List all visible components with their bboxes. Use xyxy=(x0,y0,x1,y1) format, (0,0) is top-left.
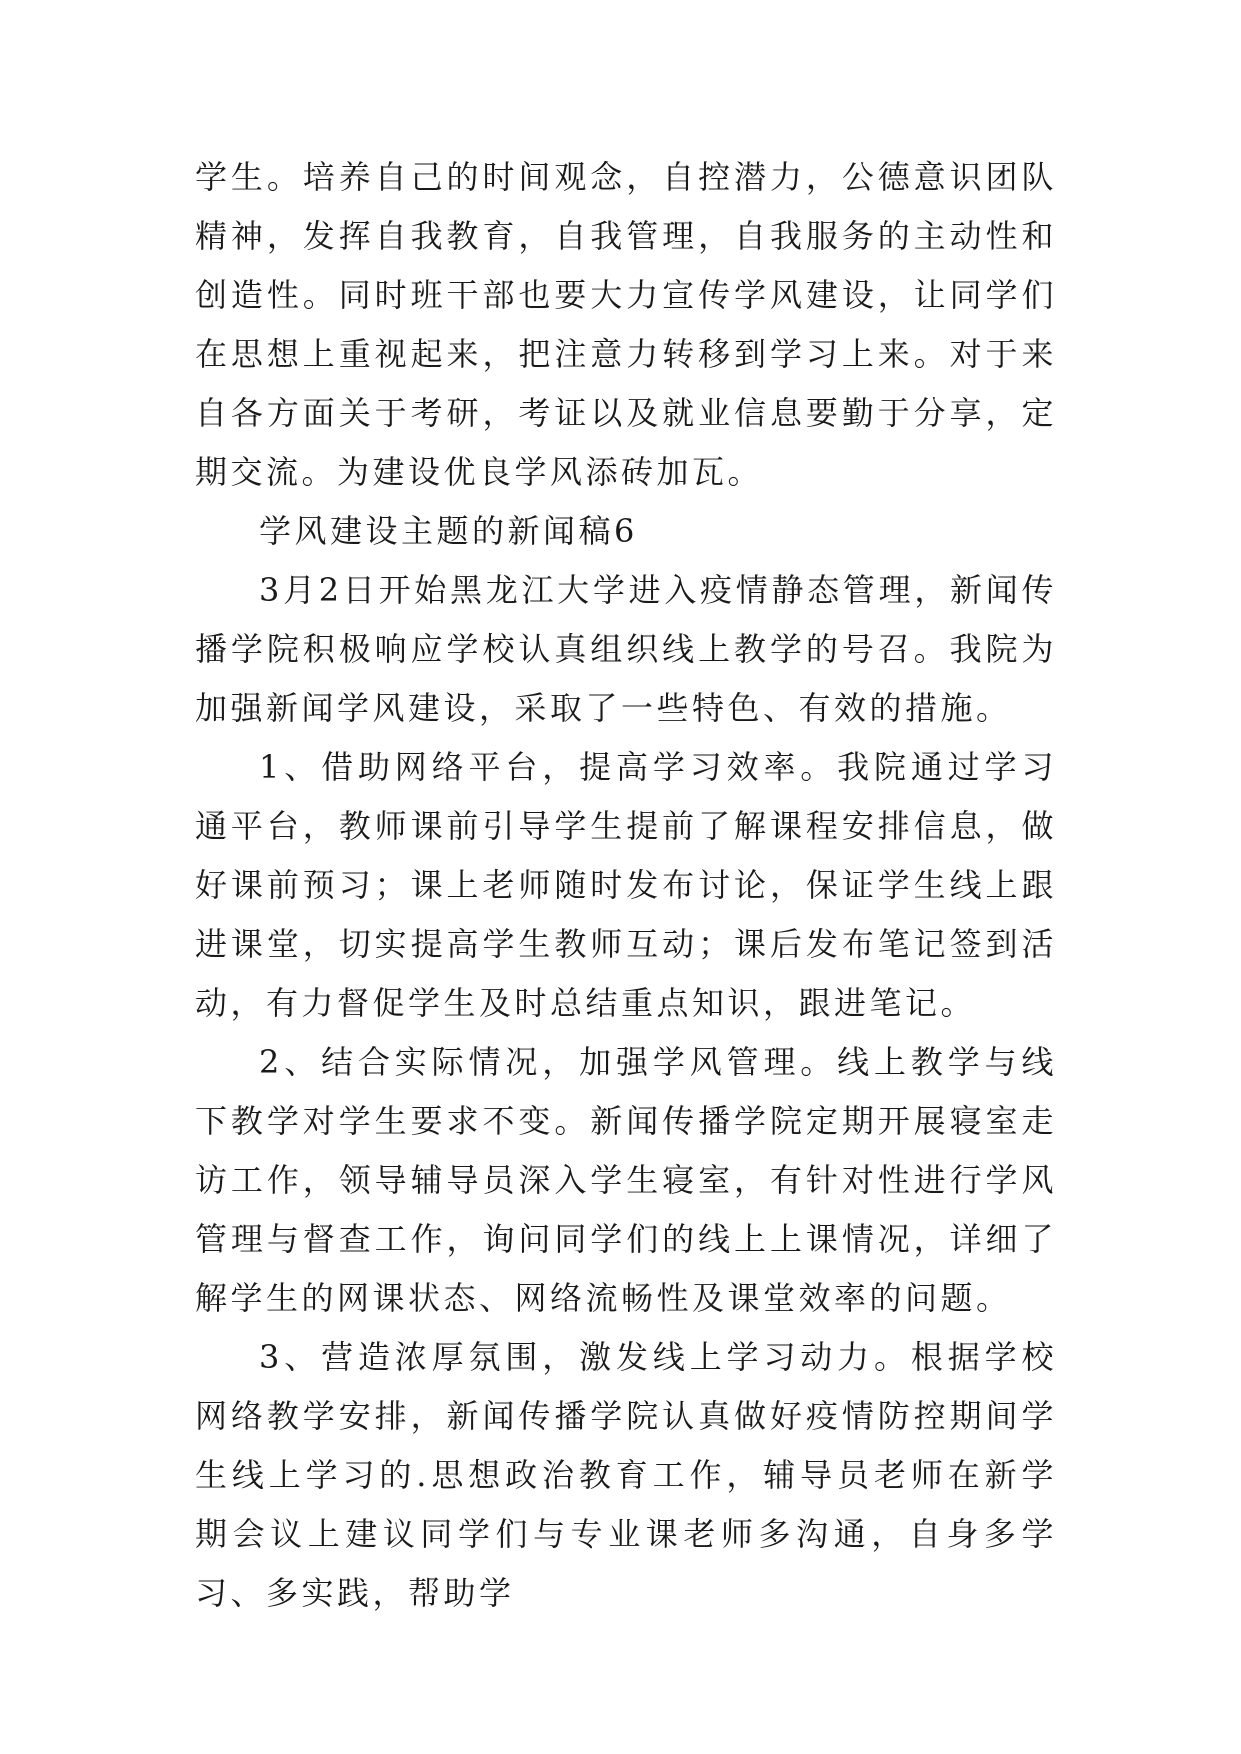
paragraph-point-3: 3、营造浓厚氛围，激发线上学习动力。根据学校网络教学安排，新闻传播学院认真做好疫情防控期间学生线上学习的.思想政治教育工作，辅导员老师在新学期会议上建议同学们与专业课老师多沟通，自身多学习、多实践，帮助学 xyxy=(195,1338,1057,1612)
paragraph-point-2: 2、结合实际情况，加强学风管理。线上教学与线下教学对学生要求不变。新闻传播学院定期开展寝室走访工作，领导辅导员深入学生寝室，有针对性进行学风管理与督查工作，询问同学们的线上上课情况，详细了解学生的网课状态、网络流畅性及课堂效率的问题。 xyxy=(195,1043,1057,1317)
paragraph-point-1: 1、借助网络平台，提高学习效率。我院通过学习通平台，教师课前引导学生提前了解课程安排信息，做好课前预习；课上老师随时发布讨论，保证学生线上跟进课堂，切实提高学生教师互动；课后发布笔记签到活动，有力督促学生及时总结重点知识，跟进笔记。 xyxy=(195,748,1057,1022)
section-heading: 学风建设主题的新闻稿6 xyxy=(259,512,638,550)
document-body xyxy=(195,148,1057,1623)
paragraph-intro: 3月2日开始黑龙江大学进入疫情静态管理，新闻传播学院积极响应学校认真组织线上教学的号召。我院为加强新闻学风建设，采取了一些特色、有效的措施。 xyxy=(195,571,1057,727)
paragraph-continuation: 学生。培养自己的时间观念，自控潜力，公德意识团队精神，发挥自我教育，自我管理，自我服务的主动性和创造性。同时班干部也要大力宣传学风建设，让同学们在思想上重视起来，把注意力转移到学习上来。对于来自各方面关于考研，考证以及就业信息要勤于分享，定期交流。为建设优良学风添砖加瓦。 xyxy=(195,158,1057,491)
